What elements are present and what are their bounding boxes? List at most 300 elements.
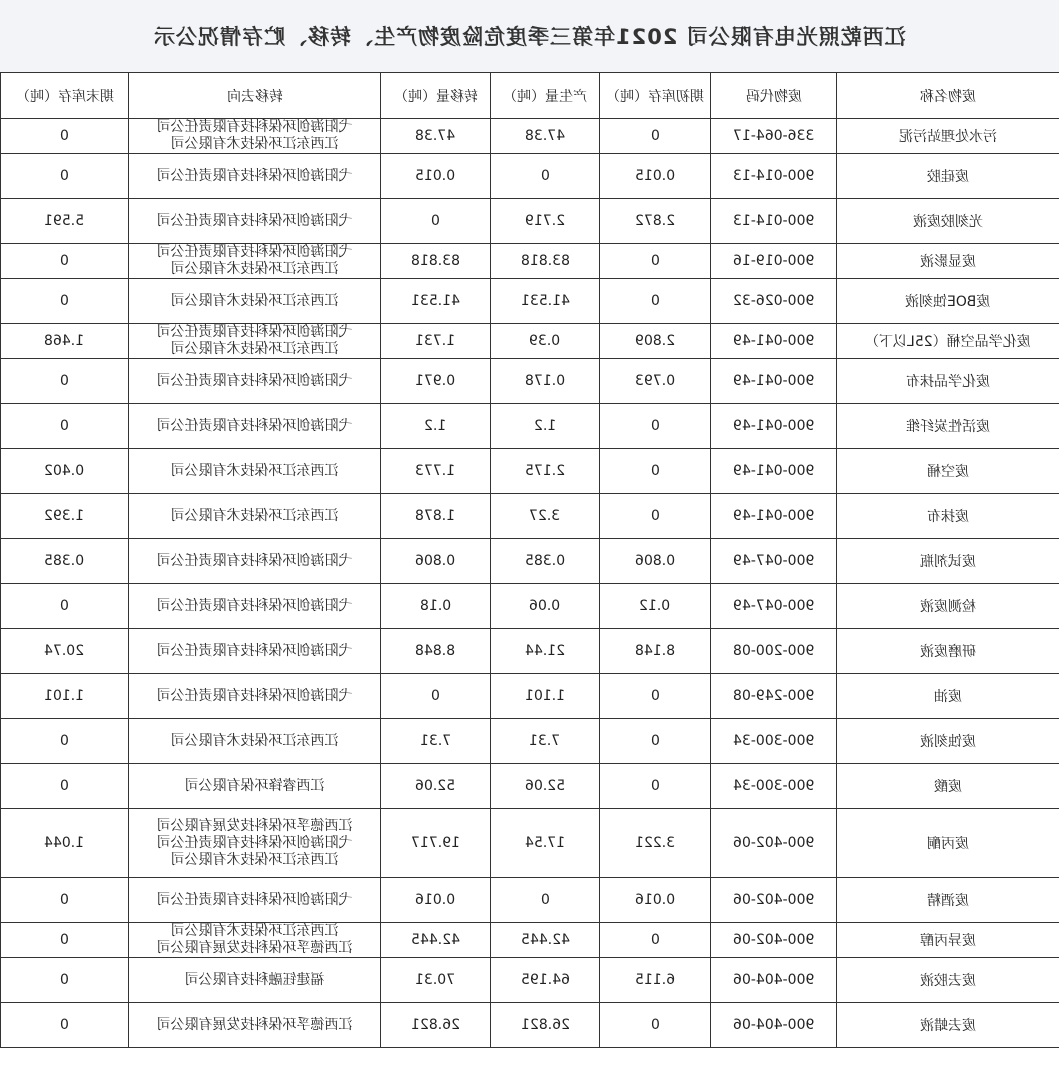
destination-line: 弋阳海创环保科技有限责任公司	[156, 642, 353, 659]
produced-text: 1.101	[524, 688, 566, 704]
opening-text: 0.806	[634, 553, 676, 569]
cell-destination	[129, 449, 381, 494]
produced-text: 0	[540, 168, 550, 184]
cell-destination	[129, 199, 381, 244]
cell-transferred	[381, 923, 491, 958]
cell-name	[837, 324, 1059, 359]
cell-transferred	[381, 1003, 491, 1048]
waste-table	[0, 72, 1059, 1048]
table-row	[1, 119, 1059, 154]
cell-destination	[129, 1003, 381, 1048]
cell-closing	[1, 449, 129, 494]
cell-destination	[129, 119, 381, 154]
cell-opening	[600, 539, 711, 584]
cell-produced	[491, 629, 600, 674]
cell-opening	[600, 449, 711, 494]
cell-opening	[600, 494, 711, 539]
cell-transferred	[381, 764, 491, 809]
cell-produced	[491, 119, 600, 154]
produced-text: 0	[540, 892, 550, 908]
produced-text: 26.821	[520, 1017, 570, 1033]
cell-transferred	[381, 719, 491, 764]
cell-closing	[1, 199, 129, 244]
transferred-text: 41.531	[411, 293, 460, 309]
cell-closing	[1, 359, 129, 404]
destination-line: 江西东江环保技术有限公司	[170, 136, 339, 152]
destination-line: 江西睿锋环保有限公司	[184, 777, 325, 794]
destination-line: 弋阳海创环保科技有限责任公司	[156, 324, 353, 340]
closing-text: 1.468	[44, 333, 85, 349]
cell-transferred	[381, 154, 491, 199]
transferred-text: 0.18	[419, 598, 452, 614]
cell-closing	[1, 324, 129, 359]
cell-name	[837, 1003, 1059, 1048]
transferred-text: 26.821	[411, 1017, 460, 1033]
code-text: 900-402-06	[732, 932, 815, 948]
transferred-text: 0.971	[415, 373, 456, 389]
code-text: 900-300-34	[732, 733, 815, 749]
cell-transferred	[381, 279, 491, 324]
cell-opening	[600, 119, 711, 154]
produced-text: 2.719	[524, 213, 566, 229]
cell-produced	[491, 958, 600, 1003]
cell-opening	[600, 764, 711, 809]
transferred-text: 42.445	[411, 932, 460, 948]
code-text: 900-404-06	[732, 972, 815, 988]
name-text: 废丙酮	[927, 836, 969, 852]
cell-transferred	[381, 629, 491, 674]
cell-code	[711, 119, 837, 154]
closing-text: 0	[60, 733, 69, 749]
cell-destination	[129, 674, 381, 719]
destination-line: 弋阳海创环保科技有限责任公司	[156, 244, 353, 260]
cell-name	[837, 764, 1059, 809]
opening-text: 0	[650, 293, 660, 309]
cell-transferred	[381, 359, 491, 404]
opening-text: 0	[650, 508, 660, 524]
closing-text: 0	[60, 1017, 69, 1033]
cell-closing	[1, 584, 129, 629]
opening-text: 0	[650, 932, 660, 948]
table-row	[1, 584, 1059, 629]
cell-opening	[600, 359, 711, 404]
cell-opening	[600, 878, 711, 923]
name-text: 废空桶	[927, 464, 969, 480]
header-destination: 转移去向	[129, 73, 381, 119]
cell-destination	[129, 324, 381, 359]
produced-text: 52.06	[524, 778, 566, 794]
title-bar	[0, 0, 1059, 73]
table-row	[1, 359, 1059, 404]
cell-transferred	[381, 449, 491, 494]
cell-opening	[600, 1003, 711, 1048]
destination-line: 弋阳海创环保科技有限责任公司	[156, 891, 353, 908]
cell-opening	[600, 324, 711, 359]
cell-name	[837, 719, 1059, 764]
cell-transferred	[381, 958, 491, 1003]
cell-opening	[600, 629, 711, 674]
code-text: 900-402-06	[732, 892, 815, 908]
cell-code	[711, 878, 837, 923]
cell-closing	[1, 809, 129, 878]
opening-text: 6.115	[634, 972, 676, 988]
code-text: 336-064-17	[732, 128, 815, 144]
cell-opening	[600, 584, 711, 629]
transferred-text: 52.06	[415, 778, 456, 794]
transferred-text: 70.31	[415, 972, 456, 988]
name-text: 废酒精	[927, 893, 969, 909]
table-row	[1, 809, 1059, 878]
name-text: 废硅胶	[927, 169, 969, 185]
cell-produced	[491, 584, 600, 629]
table-row	[1, 279, 1059, 324]
header-closing: 期末库存（吨）	[1, 73, 129, 119]
table-row	[1, 539, 1059, 584]
closing-text: 0	[60, 293, 69, 309]
table-row	[1, 494, 1059, 539]
cell-destination	[129, 539, 381, 584]
table-row	[1, 324, 1059, 359]
transferred-text: 1.773	[415, 463, 456, 479]
closing-text: 1.101	[44, 688, 85, 704]
name-text: 废化学品抹布	[906, 374, 990, 390]
table-row	[1, 878, 1059, 923]
cell-produced	[491, 1003, 600, 1048]
transferred-text: 1.878	[415, 508, 456, 524]
table-row	[1, 244, 1059, 279]
destination-line: 江西东江环保技术有限公司	[170, 507, 339, 524]
produced-text: 0.39	[529, 333, 561, 349]
name-text: 研磨废液	[920, 644, 976, 660]
cell-code	[711, 279, 837, 324]
destination-line: 江西德孚环保科技发展有限公司	[156, 817, 353, 834]
cell-code	[711, 674, 837, 719]
code-text: 900-026-32	[732, 293, 815, 309]
cell-transferred	[381, 674, 491, 719]
cell-destination	[129, 359, 381, 404]
cell-code	[711, 923, 837, 958]
produced-text: 21.44	[524, 643, 566, 659]
cell-code	[711, 324, 837, 359]
cell-closing	[1, 244, 129, 279]
cell-closing	[1, 1003, 129, 1048]
code-text: 900-200-08	[732, 643, 815, 659]
header-transferred: 转移量（吨）	[381, 73, 491, 119]
cell-closing	[1, 629, 129, 674]
name-text: 污水处理站污泥	[899, 129, 997, 145]
name-text: 废活性炭纤维	[906, 419, 990, 435]
opening-text: 3.221	[634, 835, 676, 851]
opening-text: 2.872	[634, 213, 676, 229]
produced-text: 64.195	[520, 972, 570, 988]
cell-name	[837, 154, 1059, 199]
closing-text: 0	[60, 892, 69, 908]
opening-text: 0	[650, 463, 660, 479]
cell-closing	[1, 719, 129, 764]
destination-line: 福建钰融科技有限公司	[184, 971, 325, 988]
cell-name	[837, 878, 1059, 923]
destination-line: 弋阳海创环保科技有限责任公司	[156, 687, 353, 704]
header-row	[1, 73, 1059, 119]
transferred-text: 1.731	[415, 333, 456, 349]
produced-text: 7.31	[529, 733, 561, 749]
table-body	[1, 119, 1059, 1048]
cell-name	[837, 494, 1059, 539]
closing-text: 0	[60, 253, 69, 269]
cell-transferred	[381, 199, 491, 244]
cell-code	[711, 958, 837, 1003]
cell-opening	[600, 674, 711, 719]
closing-text: 0	[60, 418, 69, 434]
cell-code	[711, 764, 837, 809]
cell-transferred	[381, 119, 491, 154]
cell-produced	[491, 539, 600, 584]
closing-text: 0.402	[44, 463, 85, 479]
closing-text: 5.591	[44, 213, 85, 229]
cell-destination	[129, 404, 381, 449]
cell-code	[711, 449, 837, 494]
cell-produced	[491, 764, 600, 809]
cell-closing	[1, 494, 129, 539]
header-produced: 产生量（吨）	[491, 73, 600, 119]
cell-closing	[1, 923, 129, 958]
opening-text: 0	[650, 688, 660, 704]
produced-text: 42.445	[520, 932, 570, 948]
name-text: 废酸	[934, 779, 962, 795]
cell-code	[711, 359, 837, 404]
destination-line: 弋阳海创环保科技有限责任公司	[156, 372, 353, 389]
cell-produced	[491, 719, 600, 764]
code-text: 900-047-49	[732, 553, 815, 569]
cell-code	[711, 404, 837, 449]
cell-destination	[129, 584, 381, 629]
cell-transferred	[381, 244, 491, 279]
cell-produced	[491, 674, 600, 719]
cell-name	[837, 629, 1059, 674]
cell-code	[711, 719, 837, 764]
cell-produced	[491, 359, 600, 404]
cell-produced	[491, 923, 600, 958]
cell-name	[837, 674, 1059, 719]
cell-destination	[129, 764, 381, 809]
cell-opening	[600, 958, 711, 1003]
destination-line: 江西德孚环保科技发展有限公司	[156, 940, 353, 956]
produced-text: 17.54	[524, 835, 566, 851]
closing-text: 0	[60, 168, 69, 184]
cell-produced	[491, 449, 600, 494]
destination-line: 江西东江环保技术有限公司	[170, 261, 339, 277]
code-text: 900-014-13	[732, 213, 815, 229]
opening-text: 0	[650, 778, 660, 794]
produced-text: 2.175	[524, 463, 566, 479]
opening-text: 0	[650, 733, 660, 749]
cell-code	[711, 539, 837, 584]
table-row	[1, 449, 1059, 494]
code-text: 900-041-49	[732, 463, 815, 479]
cell-destination	[129, 878, 381, 923]
cell-name	[837, 279, 1059, 324]
cell-code	[711, 1003, 837, 1048]
cell-name	[837, 199, 1059, 244]
name-text: 废抹布	[927, 509, 969, 525]
cell-destination	[129, 494, 381, 539]
cell-opening	[600, 244, 711, 279]
produced-text: 0.385	[524, 553, 566, 569]
code-text: 900-041-49	[732, 373, 815, 389]
header-opening: 期初库存（吨）	[600, 73, 711, 119]
name-text: 废去胶液	[920, 973, 976, 989]
cell-produced	[491, 279, 600, 324]
opening-text: 0.12	[639, 598, 671, 614]
cell-produced	[491, 494, 600, 539]
transferred-text: 7.31	[419, 733, 452, 749]
cell-name	[837, 923, 1059, 958]
name-text: 废显影液	[920, 254, 976, 270]
table-row	[1, 923, 1059, 958]
table-row	[1, 154, 1059, 199]
cell-name	[837, 404, 1059, 449]
cell-code	[711, 809, 837, 878]
cell-opening	[600, 279, 711, 324]
cell-closing	[1, 958, 129, 1003]
cell-code	[711, 199, 837, 244]
cell-transferred	[381, 584, 491, 629]
transferred-text: 19.717	[411, 835, 460, 851]
closing-text: 0	[60, 128, 69, 144]
cell-transferred	[381, 878, 491, 923]
cell-code	[711, 584, 837, 629]
cell-destination	[129, 629, 381, 674]
cell-produced	[491, 324, 600, 359]
destination-line: 江西东江环保技术有限公司	[170, 292, 339, 309]
cell-transferred	[381, 494, 491, 539]
opening-text: 0.016	[634, 892, 676, 908]
closing-text: 20.74	[44, 643, 85, 659]
transferred-text: 47.38	[415, 128, 456, 144]
cell-destination	[129, 244, 381, 279]
cell-closing	[1, 764, 129, 809]
transferred-text: 0.806	[415, 553, 456, 569]
table-row	[1, 764, 1059, 809]
cell-code	[711, 494, 837, 539]
destination-line: 江西东江环保技术有限公司	[170, 341, 339, 357]
produced-text: 3.27	[529, 508, 561, 524]
header-name: 废物名称	[837, 73, 1059, 119]
cell-opening	[600, 154, 711, 199]
cell-closing	[1, 119, 129, 154]
destination-line: 弋阳海创环保科技有限责任公司	[156, 552, 353, 569]
opening-text: 0.015	[634, 168, 676, 184]
cell-destination	[129, 154, 381, 199]
code-text: 900-019-16	[732, 253, 815, 269]
transferred-text: 0.015	[415, 168, 456, 184]
cell-code	[711, 154, 837, 199]
header-code: 废物代码	[711, 73, 837, 119]
cell-produced	[491, 809, 600, 878]
cell-closing	[1, 404, 129, 449]
cell-name	[837, 584, 1059, 629]
closing-text: 0	[60, 598, 69, 614]
code-text: 900-041-49	[732, 333, 815, 349]
produced-text: 83.818	[520, 253, 570, 269]
name-text: 废蚀刻液	[920, 734, 976, 750]
table-row	[1, 629, 1059, 674]
cell-opening	[600, 199, 711, 244]
opening-text: 8.148	[634, 643, 676, 659]
destination-line: 弋阳海创环保科技有限责任公司	[156, 212, 353, 229]
code-text: 900-041-49	[732, 418, 815, 434]
closing-text: 0.385	[44, 553, 85, 569]
closing-text: 0	[60, 373, 69, 389]
cell-produced	[491, 154, 600, 199]
cell-destination	[129, 279, 381, 324]
cell-code	[711, 244, 837, 279]
cell-closing	[1, 878, 129, 923]
code-text: 900-300-34	[732, 778, 815, 794]
cell-produced	[491, 199, 600, 244]
closing-text: 0	[60, 778, 69, 794]
name-text: 废试剂瓶	[920, 554, 976, 570]
transferred-text: 0	[431, 688, 440, 704]
code-text: 900-402-06	[732, 835, 815, 851]
transferred-text: 0.016	[415, 892, 456, 908]
opening-text: 2.809	[634, 333, 676, 349]
code-text: 900-249-08	[732, 688, 815, 704]
produced-text: 41.531	[520, 293, 570, 309]
table-row	[1, 674, 1059, 719]
closing-text: 1.044	[44, 835, 85, 851]
cell-name	[837, 539, 1059, 584]
opening-text: 0	[650, 418, 660, 434]
page-title: 江西乾照光电有限公司 2021年第三季度危险废物产生、转移、贮存情况公示	[153, 25, 906, 49]
destination-line: 弋阳海创环保科技有限责任公司	[156, 119, 353, 135]
cell-produced	[491, 244, 600, 279]
cell-name	[837, 449, 1059, 494]
name-text: 检测废液	[920, 599, 976, 615]
cell-opening	[600, 923, 711, 958]
table-row	[1, 1003, 1059, 1048]
name-text: 废油	[934, 689, 962, 705]
name-text: 光刻胶废液	[913, 214, 983, 230]
cell-name	[837, 359, 1059, 404]
name-text: 废异丙醇	[920, 933, 976, 949]
produced-text: 1.2	[533, 418, 557, 434]
cell-name	[837, 958, 1059, 1003]
closing-text: 1.392	[44, 508, 85, 524]
cell-transferred	[381, 809, 491, 878]
cell-closing	[1, 539, 129, 584]
cell-opening	[600, 404, 711, 449]
produced-text: 0.06	[529, 598, 561, 614]
transferred-text: 83.818	[411, 253, 460, 269]
code-text: 900-014-13	[732, 168, 815, 184]
cell-closing	[1, 674, 129, 719]
opening-text: 0	[650, 1017, 660, 1033]
cell-destination	[129, 958, 381, 1003]
table-row	[1, 199, 1059, 244]
cell-opening	[600, 719, 711, 764]
cell-destination	[129, 809, 381, 878]
destination-line: 江西东江环保技术有限公司	[170, 923, 339, 939]
table-row	[1, 958, 1059, 1003]
table-row	[1, 719, 1059, 764]
cell-transferred	[381, 404, 491, 449]
destination-line: 江西德孚环保科技发展有限公司	[156, 1016, 353, 1033]
destination-line: 弋阳海创环保科技有限责任公司	[156, 417, 353, 434]
cell-name	[837, 244, 1059, 279]
code-text: 900-404-06	[732, 1017, 815, 1033]
opening-text: 0	[650, 128, 660, 144]
